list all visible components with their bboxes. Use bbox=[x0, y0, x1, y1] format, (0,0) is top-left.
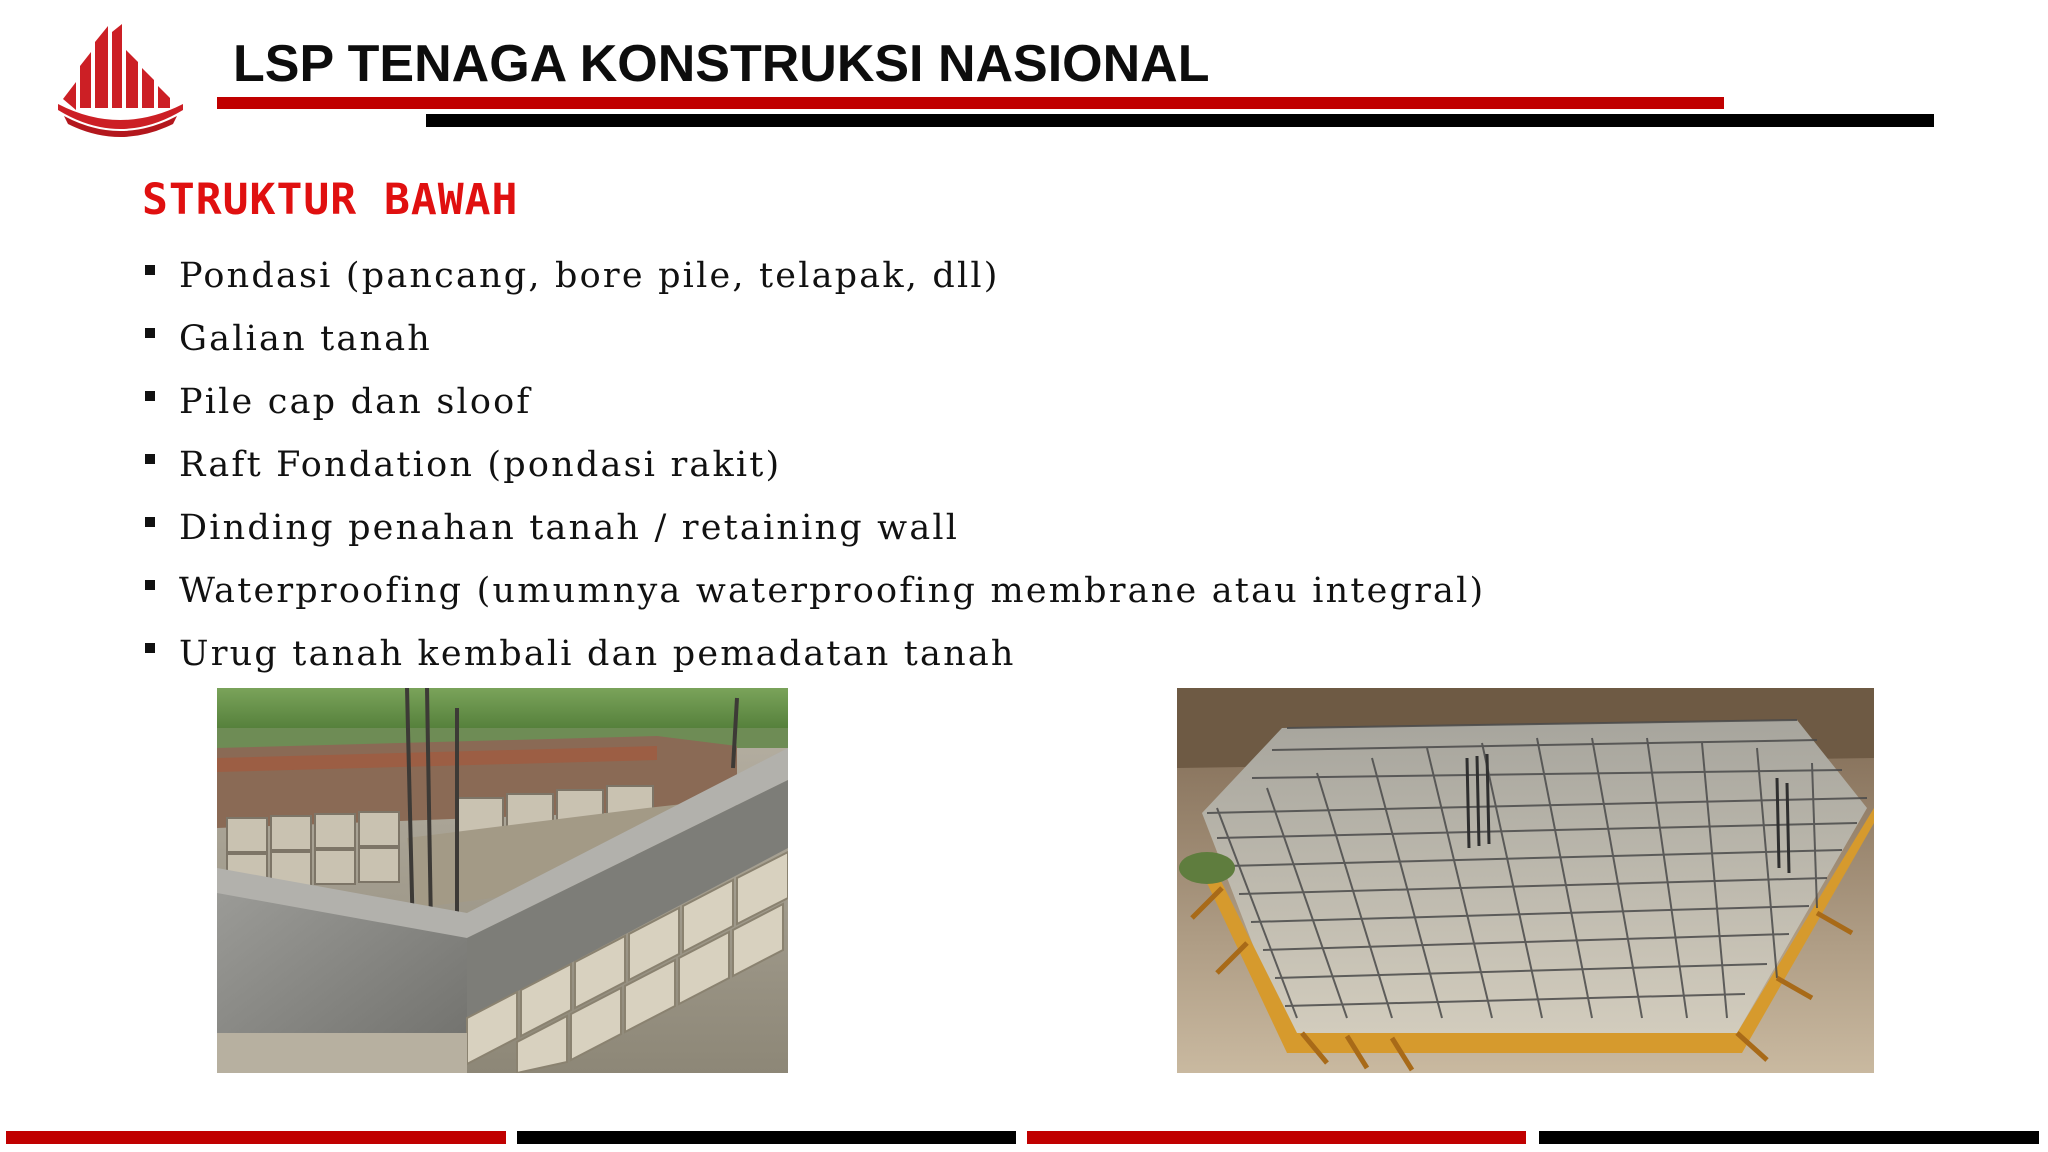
bullet-square-icon bbox=[145, 328, 155, 338]
bullet-square-icon bbox=[145, 454, 155, 464]
bullet-square-icon bbox=[145, 580, 155, 590]
bullet-text: Pile cap dan sloof bbox=[179, 382, 532, 422]
list-item bbox=[142, 502, 1485, 565]
list-item bbox=[142, 439, 1485, 502]
list-item bbox=[142, 376, 1485, 439]
bullet-text: Waterproofing (umumnya waterproofing membrane atau integral) bbox=[179, 571, 1486, 611]
header-black-rule bbox=[426, 114, 1934, 127]
bullet-square-icon bbox=[145, 517, 155, 527]
bullet-text: Galian tanah bbox=[179, 319, 433, 359]
footer-red-bar bbox=[6, 1131, 506, 1144]
footer-black-bar bbox=[517, 1131, 1016, 1144]
bullet-list bbox=[142, 250, 1485, 691]
concrete-sloof-on-block-foundation-photo bbox=[217, 688, 788, 1073]
list-item bbox=[142, 313, 1485, 376]
rebar-raft-foundation-in-formwork-photo bbox=[1177, 688, 1874, 1073]
header-title: LSP TENAGA KONSTRUKSI NASIONAL bbox=[233, 35, 1210, 93]
section-title: STRUKTUR BAWAH bbox=[142, 175, 519, 225]
footer-red-bar bbox=[1027, 1131, 1526, 1144]
list-item bbox=[142, 565, 1485, 628]
bullet-text: Dinding penahan tanah / retaining wall bbox=[179, 508, 960, 548]
list-item bbox=[142, 250, 1485, 313]
bullet-text: Raft Fondation (pondasi rakit) bbox=[179, 445, 782, 485]
bullet-square-icon bbox=[145, 265, 155, 275]
red-buildings-logo-icon bbox=[58, 24, 183, 142]
bullet-square-icon bbox=[145, 391, 155, 401]
list-item bbox=[142, 628, 1485, 691]
bullet-text: Pondasi (pancang, bore pile, telapak, dll) bbox=[179, 256, 1000, 296]
header-red-rule bbox=[217, 97, 1724, 109]
bullet-text: Urug tanah kembali dan pemadatan tanah bbox=[179, 634, 1016, 674]
footer-black-bar bbox=[1539, 1131, 2039, 1144]
bullet-square-icon bbox=[145, 643, 155, 653]
